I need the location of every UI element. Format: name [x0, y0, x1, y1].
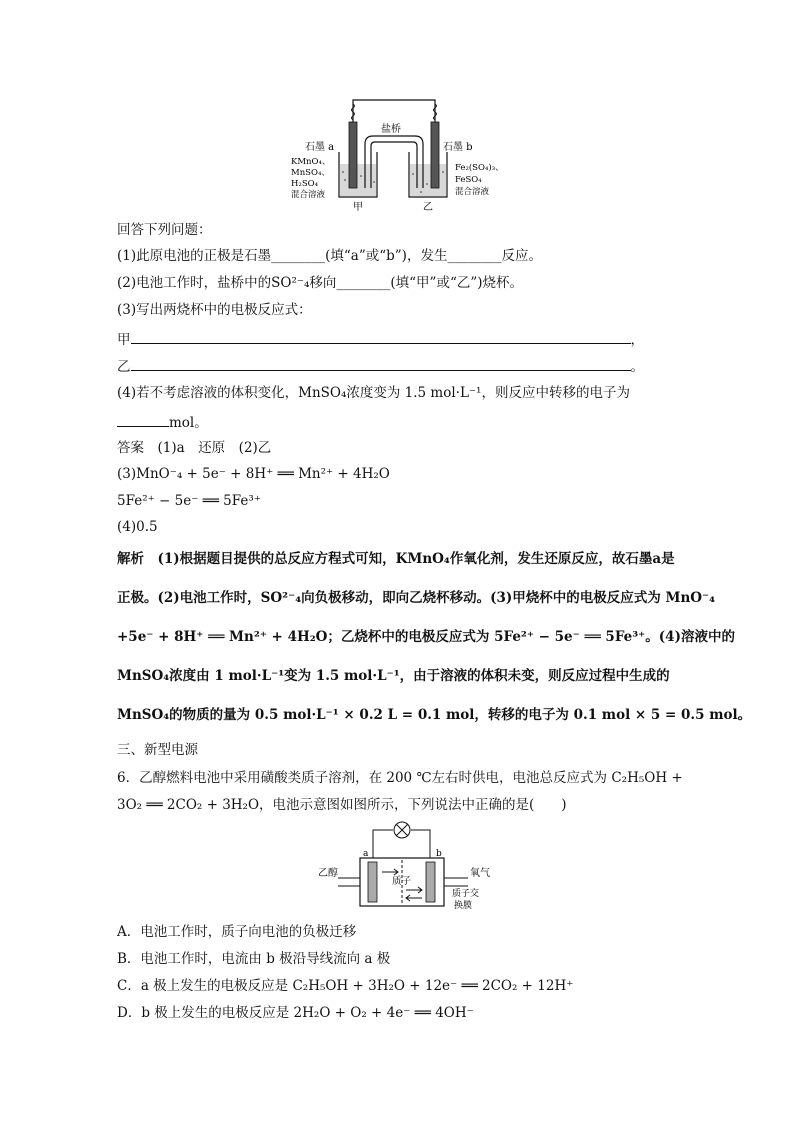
label-salt-bridge: 盐桥: [381, 124, 401, 135]
question-3: (3)写出两烧杯中的电极反应式：: [117, 302, 312, 318]
analysis-line-5: MnSO₄的物质的量为 0.5 mol·L⁻¹ × 0.2 L = 0.1 mol，转移的电子为 0.1 mol × 5 = 0.5 mol。: [117, 707, 752, 723]
option-c[interactable]: C．a 极上发生的电极反应是 C₂H₅OH + 3H₂O + 12e⁻ ══ 2CO₂ + 12H⁺: [117, 978, 574, 994]
fuel-cell-diagram: [318, 820, 518, 916]
analysis-line-2: 正极。(2)电池工作时，SO²⁻₄向负极移动，即向乙烧杯移动。(3)甲烧杯中的电极反应式为 MnO⁻₄: [117, 590, 716, 606]
section-heading: 三、新型电源: [117, 742, 198, 758]
question-4-unit: mol。: [169, 415, 208, 431]
label-membrane-1: 质子交: [452, 889, 480, 899]
label-beaker-yi: 乙: [423, 202, 433, 212]
question-4-line1: (4)若不考虑溶液的体积变化，MnSO₄浓度变为 1.5 mol·L⁻¹，则反应中转移的电子为: [117, 385, 630, 401]
question-4-line2: [117, 412, 208, 432]
analysis-line-3: +5e⁻ + 8H⁺ ══ Mn²⁺ + 4H₂O；乙烧杯中的电极反应式为 5Fe²⁺ − 5e⁻ ══ 5Fe³⁺。(4)溶液中的: [117, 629, 735, 645]
question-intro: 回答下列问题：: [117, 222, 212, 238]
label-graphite-b: 石墨 b: [443, 142, 473, 153]
question-6-line1: 6．乙醇燃料电池中采用磺酸类质子溶剂，在 200 ℃左右时供电，电池总反应式为 C₂H₅OH +: [117, 770, 683, 786]
analysis-line-1: 解析 (1)根据题目提供的总反应方程式可知，KMnO₄作氧化剂，发生还原反应，故石墨a是: [117, 551, 675, 567]
answer-line-3: 5Fe²⁺ − 5e⁻ ══ 5Fe³⁺: [117, 493, 261, 509]
label-graphite-a: 石墨 a: [305, 142, 335, 153]
option-d[interactable]: D．b 极上发生的电极反应是 2H₂O + O₂ + 4e⁻ ══ 4OH⁻: [117, 1005, 474, 1021]
label-left-solution-4: 混合溶液: [291, 190, 326, 200]
label-jia: 甲: [117, 332, 131, 348]
label-left-solution-2: MnSO₄、: [291, 168, 330, 178]
option-b[interactable]: B．电池工作时，电流由 b 极沿导线流向 a 极: [117, 951, 391, 967]
answer-line-2: (3)MnO⁻₄ + 5e⁻ + 8H⁺ ══ Mn²⁺ + 4H₂O: [117, 466, 390, 482]
option-a[interactable]: A．电池工作时，质子向电池的负极迁移: [117, 924, 357, 940]
question-6-line2: 3O₂ ══ 2CO₂ + 3H₂O，电池示意图如图所示，下列说法中正确的是( ): [117, 797, 567, 813]
label-ethanol: 乙醇: [318, 868, 338, 879]
label-proton: 质子: [392, 876, 412, 887]
label-right-solution-2: FeSO₄: [455, 175, 482, 185]
question-3-yi-row: [117, 356, 644, 376]
label-yi: 乙: [117, 359, 131, 375]
label-membrane-2: 换膜: [454, 901, 473, 911]
galvanic-cell-diagram: [285, 92, 525, 212]
label-oxygen: 氧气: [470, 868, 490, 879]
question-3-jia-row: [117, 329, 644, 349]
label-electrode-a: a: [363, 849, 369, 859]
answer-line-4: (4)0.5: [117, 519, 158, 535]
comma: ，: [630, 332, 644, 348]
question-2: (2)电池工作时，盐桥中的SO²⁻₄移向________(填“甲”或“乙”)烧杯。: [117, 275, 524, 291]
answer-line-1: 答案 (1)a 还原 (2)乙: [117, 440, 272, 456]
label-beaker-jia: 甲: [353, 202, 363, 212]
question-1: (1)此原电池的正极是石墨________(填“a”或“b”)，发生________反应。: [117, 248, 542, 264]
label-left-solution-1: KMnO₄、: [291, 157, 331, 167]
answer-blank-4[interactable]: [117, 412, 169, 427]
label-right-solution-3: 混合溶液: [455, 187, 490, 197]
label-right-solution-1: Fe₂(SO₄)₃、: [455, 163, 504, 173]
answer-blank-yi[interactable]: [131, 356, 631, 371]
analysis-line-4: MnSO₄浓度由 1 mol·L⁻¹变为 1.5 mol·L⁻¹，由于溶液的体积未变，则反应过程中生成的: [117, 668, 670, 684]
label-electrode-b: b: [436, 849, 442, 859]
period: 。: [630, 359, 644, 375]
answer-blank-jia[interactable]: [131, 329, 631, 344]
label-left-solution-3: H₂SO₄: [291, 179, 319, 189]
